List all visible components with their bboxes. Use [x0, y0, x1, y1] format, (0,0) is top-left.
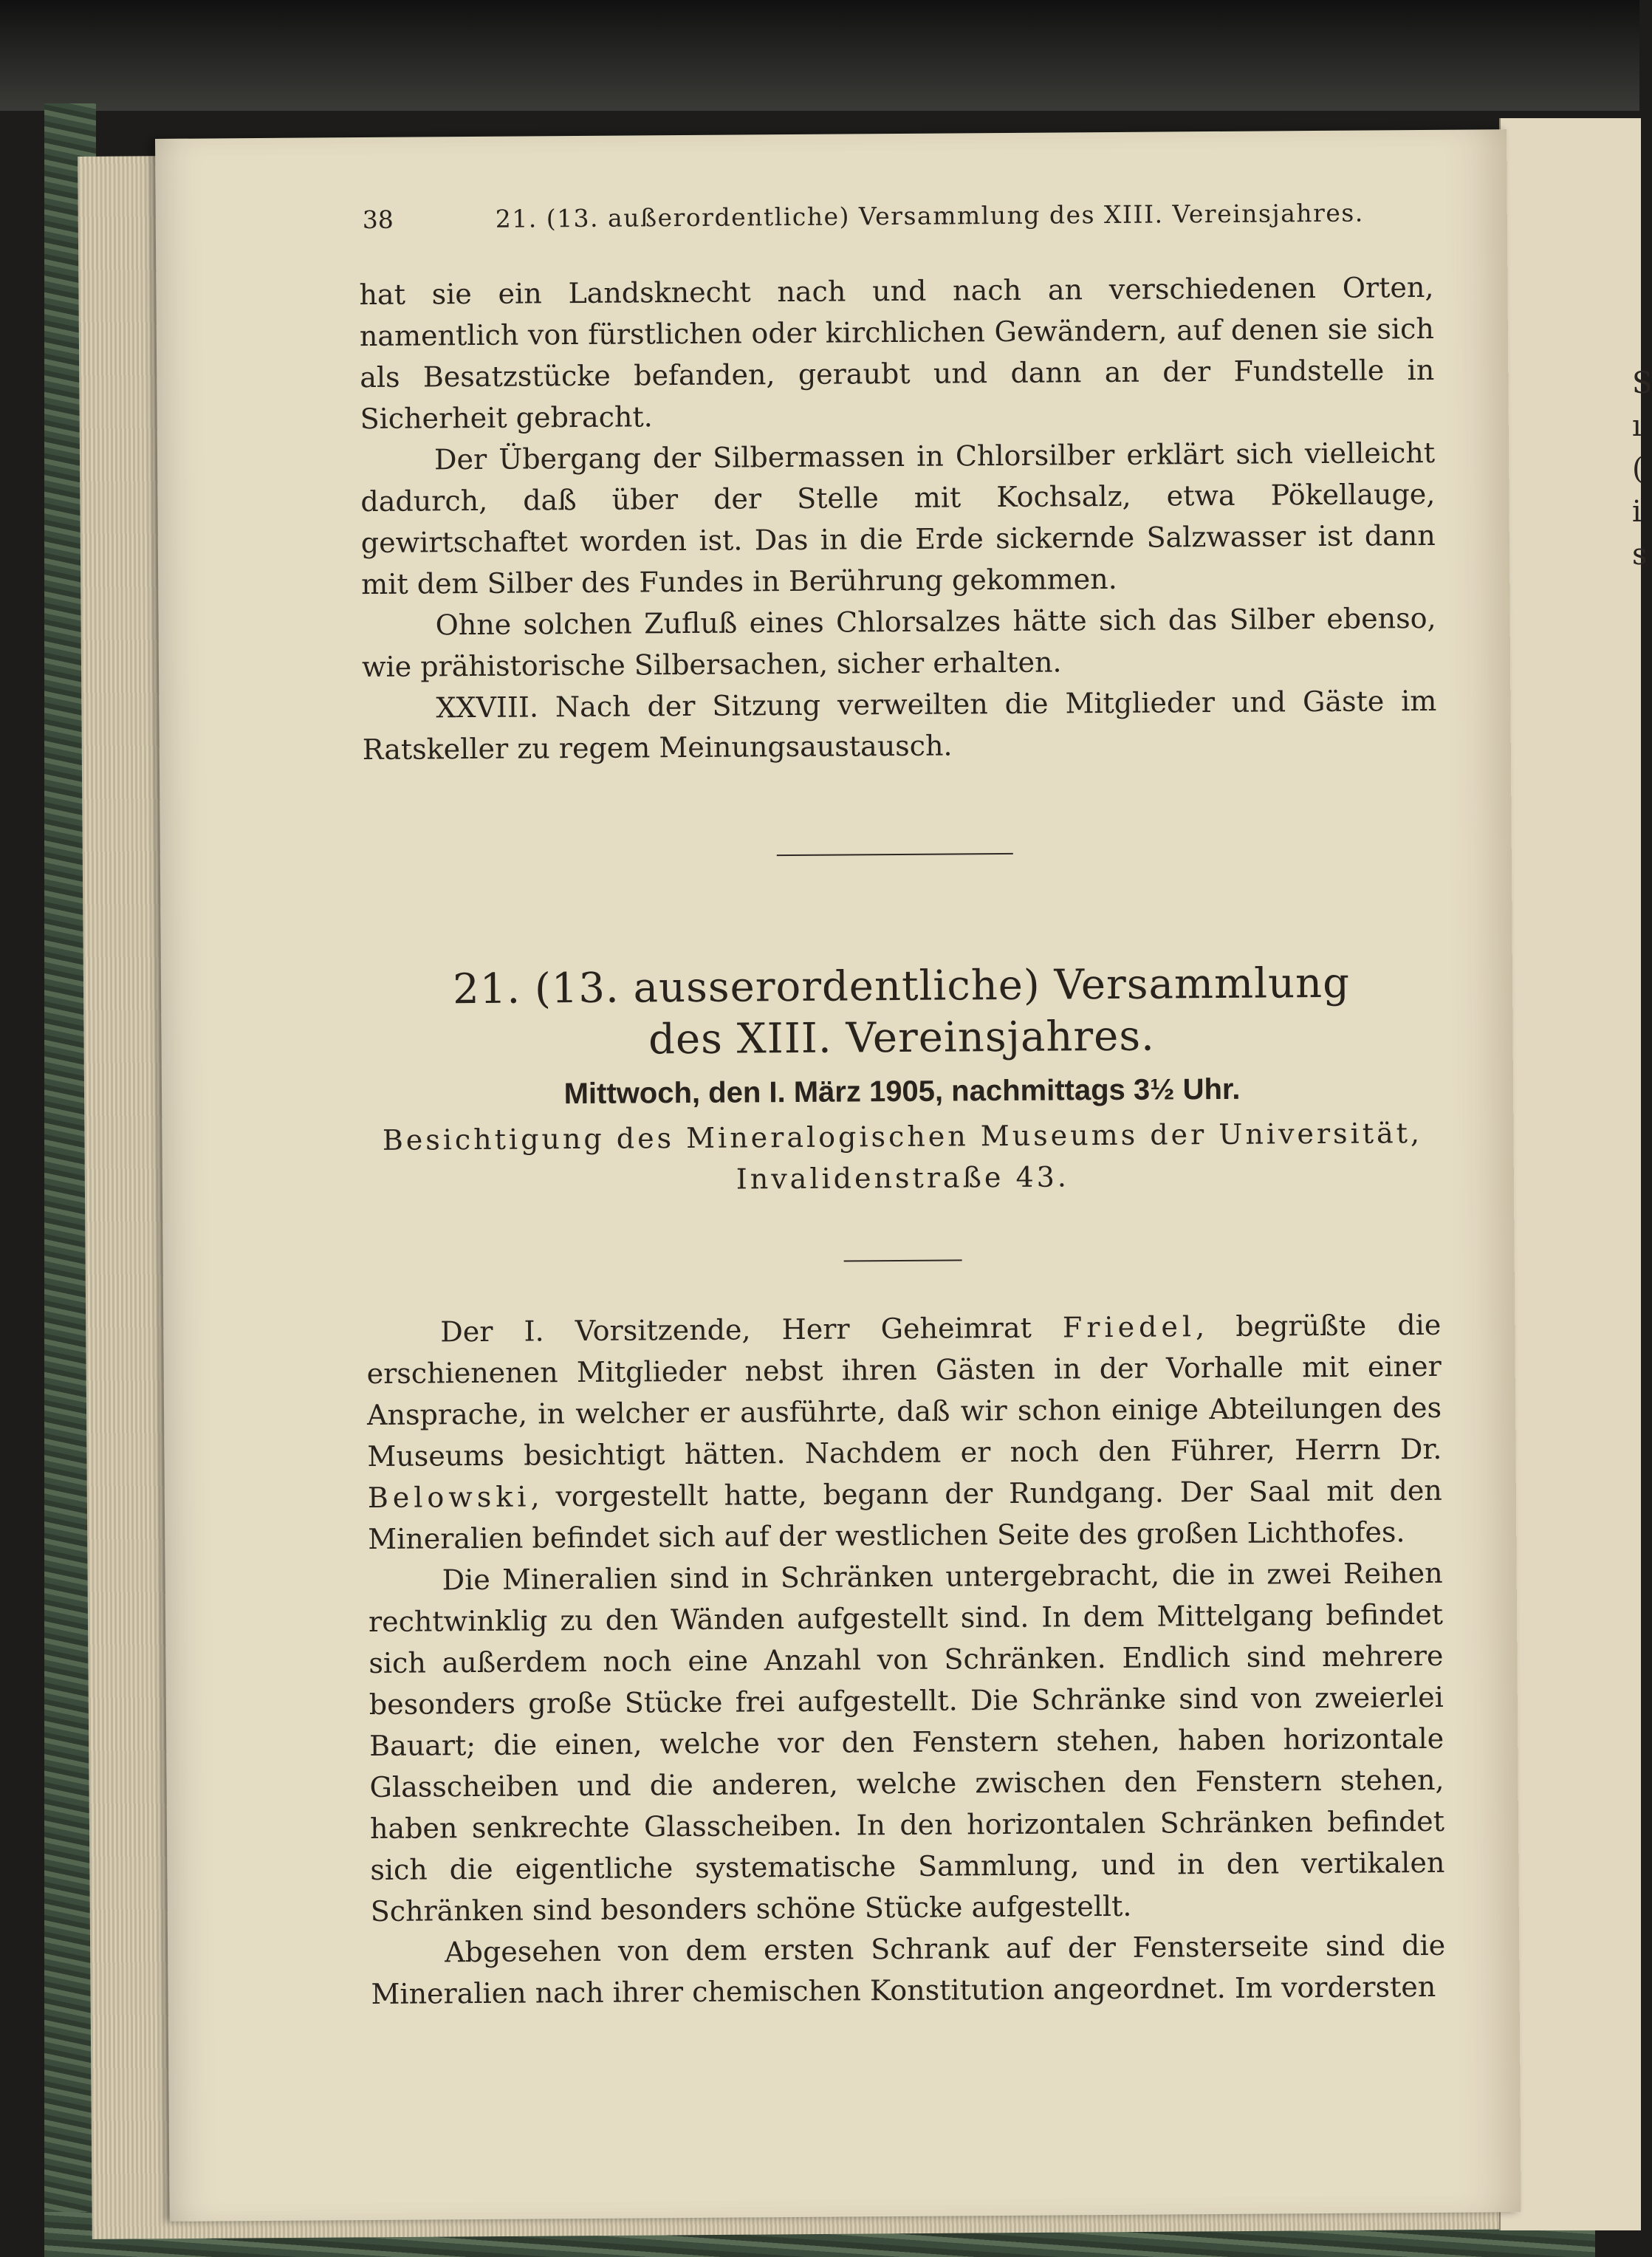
intro-paragraph-4: XXVIII. Nach der Sitzung verweilten die Mitglieder und Gäste im Ratskeller zu regem Meinungsaustausch.: [362, 684, 1437, 767]
person-name-friedel: Friedel: [1062, 1310, 1196, 1344]
body-paragraph-1-part-c: , vorgestellt hatte, begann der Rundgang. Der Saal mit den Mineralien befindet sich auf der westlichen Seite des großen Lichthofes.: [368, 1473, 1442, 1556]
body-paragraph-2: Die Mineralien sind in Schränken untergebracht, die in zwei Reihen rechtwinklig zu den Wänden aufgestellt sind. In dem Mittelgang befindet sich außerdem noch eine Anzahl von Schränken. Endlich sind mehrere besonders große Stücke frei aufgestellt. Die Schränke sind von zweierlei Bauart; die einen, welche vor den Fenstern stehen, haben horizontale Glasscheiben und die anderen, welche zwischen den Fenstern stehen, haben senkrechte Glasscheiben. In den horizontalen Schränken befindet sich die eigentliche systematische Sammlung, und in den vertikalen Schränken sind besonders schöne Stücke aufgestellt.: [368, 1556, 1445, 1928]
running-head-title: 21. (13. außerordentliche) Versammlung des XIII. Vereinsjahres.: [495, 198, 1364, 233]
intro-paragraph-3: Ohne solchen Zufluß eines Chlorsalzes hätte sich das Silber ebenso, wie prähistorische Silbersachen, sicher erhalten.: [361, 601, 1436, 684]
section-title-line-2: des XIII. Vereinsjahres.: [648, 1012, 1156, 1064]
intro-paragraph-1: hat sie ein Landsknecht nach und nach an verschiedenen Orten, namentlich von fürstlichen oder kirchlichen Gewändern, auf denen sie sich als Besatzstücke befanden, geraubt und dann an der Fundstelle in Sicherheit gebracht.: [359, 270, 1435, 436]
facing-page-edge-text: S ı ( i s: [1632, 366, 1652, 572]
subject-line-2: Invalidenstraße 43.: [736, 1160, 1070, 1196]
running-head: [362, 198, 1470, 235]
body-text: [366, 1304, 1446, 2015]
body-paragraph-1-part-b: , begrüßte die erschienenen Mitglieder nebst ihren Gästen in der Vorhalle mit einer Ansprache, in welcher er ausführte, daß wir schon einige Abteilungen des Museums besichtigt hätten. Nachdem er noch den Führer, Herrn Dr.: [366, 1308, 1442, 1473]
book-cover-top: [0, 0, 1639, 111]
section-short-rule: [844, 1259, 962, 1261]
person-name-belowski: Belowski: [367, 1480, 531, 1515]
session-date: Mittwoch, den I. März 1905, nachmittags 3½ Uhr.: [563, 1072, 1241, 1111]
session-subject: [365, 1112, 1440, 1202]
page-number: 38: [362, 205, 394, 235]
intro-text: [359, 267, 1437, 770]
body-paragraph-3: Abgesehen von dem ersten Schrank auf der Fensterseite sind die Mineralien nach ihrer chemischen Konstitution angeordnet. Im vordersten: [371, 1928, 1446, 2011]
book-page: [155, 129, 1521, 2222]
separator-rule: [777, 853, 1013, 856]
subject-line-1: Besichtigung des Mineralogischen Museums der Universität,: [382, 1117, 1423, 1157]
intro-paragraph-2: Der Übergang der Silbermassen in Chlorsilber erklärt sich vielleicht dadurch, daß über der Stelle mit Kochsalz, etwa Pökellauge, gewirtschaftet worden ist. Das in die Erde sickernde Salzwasser ist dann mit dem Silber des Fundes in Berührung gekommen.: [360, 436, 1436, 601]
body-paragraph-1-part-a: Der I. Vorsitzende, Herr Geheimrat: [440, 1311, 1063, 1349]
facing-page: [1499, 118, 1652, 2230]
body-paragraph-1: [366, 1304, 1442, 1560]
section-title-line-1: 21. (13. ausserordentliche) Versammlung: [452, 959, 1351, 1014]
